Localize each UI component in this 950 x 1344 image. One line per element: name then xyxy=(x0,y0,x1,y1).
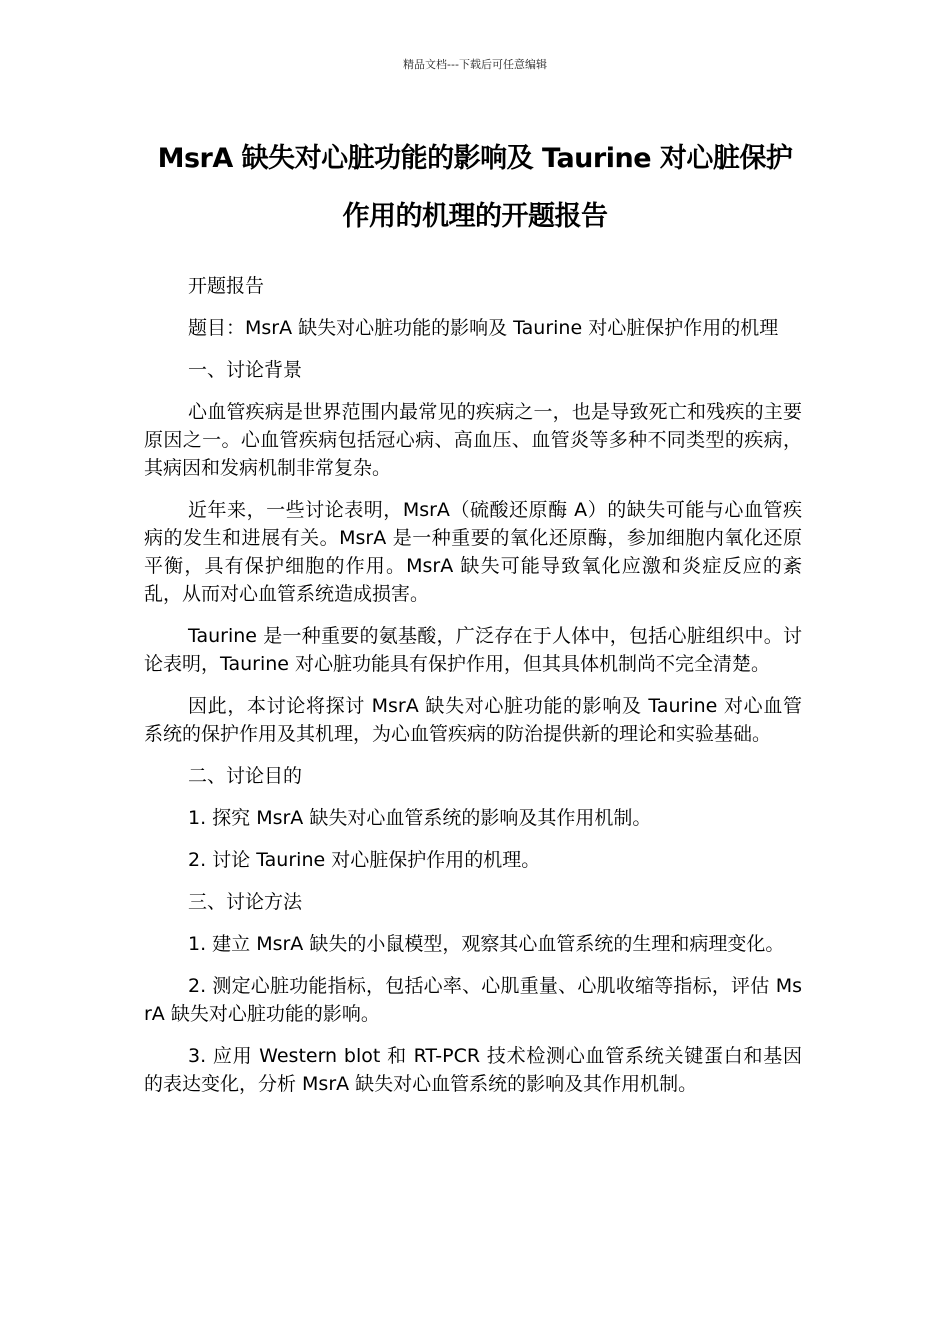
section-heading-methods: 三、讨论方法 xyxy=(188,891,303,913)
paragraph-background-3: Taurine 是一种重要的氨基酸，广泛存在于人体中，包括心脏组织中。讨论表明，Taurine 对心脏功能具有保护作用，但其具体机制尚不完全清楚。 xyxy=(144,625,802,675)
paragraph-background-2: 近年来，一些讨论表明，MsrA（硫酸还原酶 A）的缺失可能与心血管疾病的发生和进展有关。MsrA 是一种重要的氧化还原酶，参加细胞内氧化还原平衡，具有保护细胞的作用。MsrA 缺失可能导致氧化应激和炎症反应的紊乱，从而对心血管系统造成损害。 xyxy=(144,499,802,605)
document-body xyxy=(144,272,802,1112)
list-item-method-2: 2. 测定心脏功能指标，包括心率、心肌重量、心肌收缩等指标，评估 MsrA 缺失对心脏功能的影响。 xyxy=(144,975,802,1025)
paragraph-report-label: 开题报告 xyxy=(188,275,265,297)
page-header: 精品文档---下载后可任意编辑 xyxy=(403,58,547,71)
paragraph-topic: 题目：MsrA 缺失对心脏功能的影响及 Taurine 对心脏保护作用的机理 xyxy=(188,317,779,339)
paragraph-background-4: 因此，本讨论将探讨 MsrA 缺失对心脏功能的影响及 Taurine 对心血管系统的保护作用及其机理，为心血管疾病的防治提供新的理论和实验基础。 xyxy=(144,695,802,745)
list-item-method-1: 1. 建立 MsrA 缺失的小鼠模型，观察其心血管系统的生理和病理变化。 xyxy=(188,933,785,955)
list-item-method-3: 3. 应用 Western blot 和 RT-PCR 技术检测心血管系统关键蛋白和基因的表达变化，分析 MsrA 缺失对心血管系统的影响及其作用机制。 xyxy=(144,1045,802,1095)
title-line-2: 作用的机理的开题报告 xyxy=(342,201,608,232)
section-heading-background: 一、讨论背景 xyxy=(188,359,303,381)
document-title xyxy=(130,130,820,246)
section-heading-purpose: 二、讨论目的 xyxy=(188,765,303,787)
title-line-1: MsrA 缺失对心脏功能的影响及 Taurine 对心脏保护 xyxy=(157,143,793,174)
list-item-purpose-1: 1. 探究 MsrA 缺失对心血管系统的影响及其作用机制。 xyxy=(188,807,652,829)
list-item-purpose-2: 2. 讨论 Taurine 对心脏保护作用的机理。 xyxy=(188,849,541,871)
paragraph-background-1: 心血管疾病是世界范围内最常见的疾病之一，也是导致死亡和残疾的主要原因之一。心血管疾病包括冠心病、高血压、血管炎等多种不同类型的疾病，其病因和发病机制非常复杂。 xyxy=(144,401,802,479)
